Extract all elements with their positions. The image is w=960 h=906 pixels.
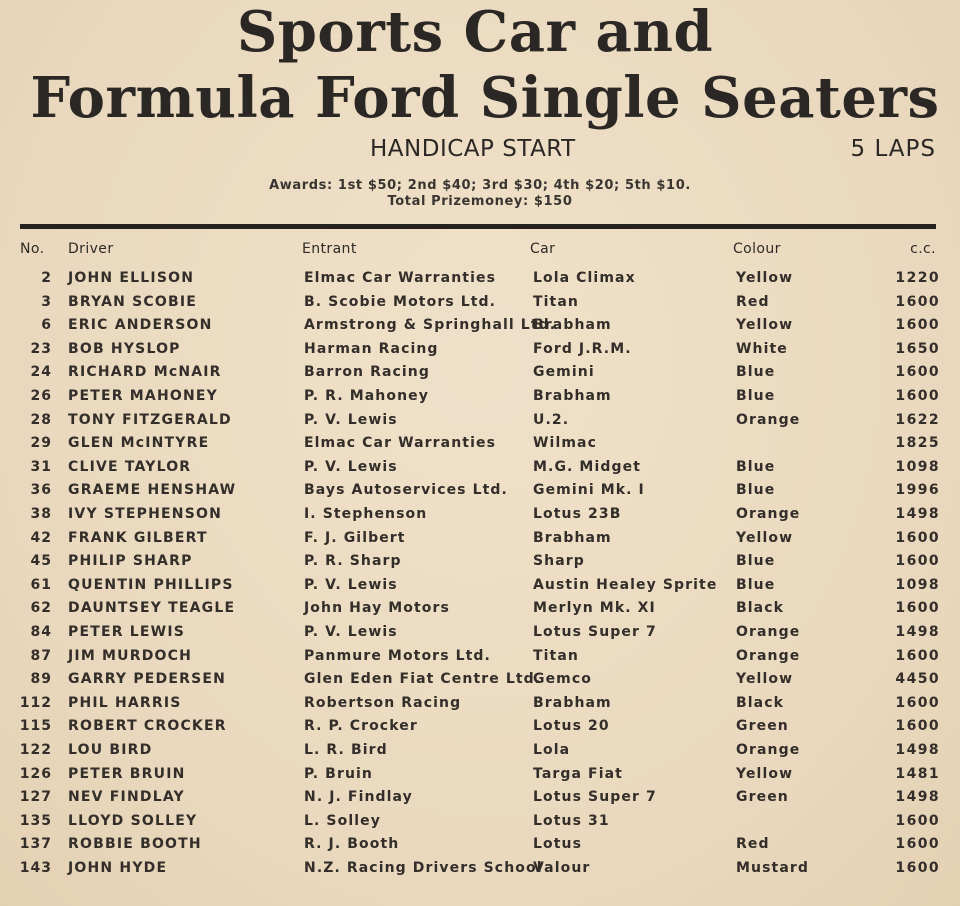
cell-no: 143 xyxy=(19,860,52,876)
table-row xyxy=(0,600,960,623)
cell-driver: GARRY PEDERSEN xyxy=(68,671,227,688)
cell-colour: Orange xyxy=(736,647,801,664)
cell-colour: Red xyxy=(736,836,770,853)
cell-entrant: N. J. Findlay xyxy=(304,789,413,806)
cell-car: Titan xyxy=(533,293,579,310)
cell-driver: PETER BRUIN xyxy=(68,765,186,782)
cell-entrant: P. V. Lewis xyxy=(304,624,398,640)
column-header-entrant: Entrant xyxy=(302,241,357,257)
cell-no: 122 xyxy=(19,742,52,758)
cell-cc: 1600 xyxy=(895,388,940,404)
cell-entrant: P. V. Lewis xyxy=(304,411,398,428)
cell-entrant: Robertson Racing xyxy=(304,694,462,711)
cell-no: 36 xyxy=(30,482,52,499)
cell-car: Valour xyxy=(533,860,591,876)
cell-entrant: P. R. Mahoney xyxy=(304,388,429,404)
table-row xyxy=(0,435,960,458)
cell-cc: 1600 xyxy=(895,529,940,546)
cell-driver: ERIC ANDERSON xyxy=(68,317,213,334)
cell-entrant: Barron Racing xyxy=(304,364,430,381)
cell-car: Ford J.R.M. xyxy=(533,340,632,357)
total-prizemoney: Total Prizemoney: $150 xyxy=(387,194,573,209)
cell-car: Gemco xyxy=(533,671,592,688)
cell-no: 126 xyxy=(19,765,52,782)
column-header-no: No. xyxy=(20,241,45,257)
cell-driver: QUENTIN PHILLIPS xyxy=(68,576,234,593)
cell-colour: Blue xyxy=(736,458,776,475)
cell-entrant: Glen Eden Fiat Centre Ltd. xyxy=(304,671,542,688)
table-row xyxy=(0,270,960,293)
cell-car: Merlyn Mk. XI xyxy=(533,600,656,617)
cell-no: 31 xyxy=(30,458,52,475)
cell-no: 23 xyxy=(30,340,52,357)
cell-cc: 1498 xyxy=(895,789,940,806)
cell-cc: 1600 xyxy=(895,860,940,876)
cell-driver: PETER MAHONEY xyxy=(68,388,218,404)
cell-car: Lotus Super 7 xyxy=(533,624,657,640)
cell-car: Lotus xyxy=(533,836,583,853)
cell-entrant: Elmac Car Warranties xyxy=(304,270,497,286)
cell-no: 42 xyxy=(30,529,52,546)
cell-driver: GLEN McINTYRE xyxy=(68,435,210,452)
cell-car: Wilmac xyxy=(533,435,597,452)
cell-driver: JOHN HYDE xyxy=(68,860,168,876)
cell-no: 87 xyxy=(30,647,52,664)
cell-entrant: R. P. Crocker xyxy=(304,718,418,735)
cell-driver: ROBBIE BOOTH xyxy=(68,836,202,853)
cell-no: 6 xyxy=(41,317,52,334)
cell-colour: Blue xyxy=(736,576,776,593)
page-title-line-2: Formula Ford Single Seaters xyxy=(30,65,940,131)
cell-entrant: P. V. Lewis xyxy=(304,458,398,475)
cell-car: Brabham xyxy=(533,529,612,546)
cell-cc: 1825 xyxy=(895,435,940,452)
cell-driver: RICHARD McNAIR xyxy=(68,364,222,381)
cell-cc: 1996 xyxy=(895,482,940,499)
cell-car: Lola Climax xyxy=(533,270,636,286)
cell-cc: 1600 xyxy=(895,718,940,735)
cell-cc: 1600 xyxy=(895,317,940,334)
table-row xyxy=(0,577,960,600)
cell-car: Titan xyxy=(533,647,579,664)
column-header-cc: c.c. xyxy=(910,241,936,257)
table-row xyxy=(0,482,960,505)
cell-colour: Orange xyxy=(736,624,801,640)
cell-no: 112 xyxy=(19,694,52,711)
table-row xyxy=(0,388,960,411)
cell-cc: 1600 xyxy=(895,647,940,664)
table-row xyxy=(0,789,960,812)
cell-entrant: L. R. Bird xyxy=(304,742,388,758)
cell-colour: Yellow xyxy=(736,529,794,546)
cell-no: 3 xyxy=(41,293,52,310)
cell-cc: 1600 xyxy=(895,812,940,829)
cell-colour: Orange xyxy=(736,742,801,758)
cell-colour: Black xyxy=(736,600,785,617)
cell-car: Sharp xyxy=(533,553,585,570)
cell-entrant: Panmure Motors Ltd. xyxy=(304,647,491,664)
cell-cc: 1600 xyxy=(895,694,940,711)
cell-no: 115 xyxy=(19,718,52,735)
cell-cc: 1622 xyxy=(895,411,940,428)
cell-entrant: John Hay Motors xyxy=(304,600,450,617)
column-header-driver: Driver xyxy=(68,241,114,257)
cell-colour: Blue xyxy=(736,388,776,404)
cell-colour: Black xyxy=(736,694,785,711)
column-header-colour: Colour xyxy=(733,241,781,257)
cell-driver: LOU BIRD xyxy=(68,742,153,758)
cell-entrant: Bays Autoservices Ltd. xyxy=(304,482,508,499)
table-row xyxy=(0,836,960,859)
cell-driver: CLIVE TAYLOR xyxy=(68,458,192,475)
cell-entrant: Armstrong & Springhall Ltd. xyxy=(304,317,557,334)
cell-car: Gemini xyxy=(533,364,595,381)
cell-colour: Blue xyxy=(736,482,776,499)
cell-entrant: P. R. Sharp xyxy=(304,553,402,570)
cell-no: 89 xyxy=(30,671,52,688)
cell-no: 26 xyxy=(30,388,52,404)
cell-car: M.G. Midget xyxy=(533,458,641,475)
cell-car: Lotus 31 xyxy=(533,812,610,829)
cell-driver: PHILIP SHARP xyxy=(68,553,193,570)
cell-driver: PHIL HARRIS xyxy=(68,694,182,711)
cell-no: 2 xyxy=(41,270,52,286)
cell-no: 137 xyxy=(19,836,52,853)
cell-no: 62 xyxy=(30,600,52,617)
table-row xyxy=(0,530,960,553)
cell-car: Brabham xyxy=(533,388,612,404)
cell-car: Brabham xyxy=(533,694,612,711)
cell-driver: JIM MURDOCH xyxy=(68,647,193,664)
cell-entrant: B. Scobie Motors Ltd. xyxy=(304,293,497,310)
table-row xyxy=(0,742,960,765)
table-row xyxy=(0,766,960,789)
start-type: HANDICAP START xyxy=(370,136,576,162)
cell-car: Lotus 23B xyxy=(533,506,622,522)
cell-cc: 1498 xyxy=(895,742,940,758)
cell-no: 38 xyxy=(30,506,52,522)
cell-driver: GRAEME HENSHAW xyxy=(68,482,237,499)
cell-entrant: R. J. Booth xyxy=(304,836,400,853)
cell-car: Targa Fiat xyxy=(533,765,623,782)
table-row xyxy=(0,553,960,576)
awards-block xyxy=(0,178,960,210)
table-row xyxy=(0,671,960,694)
cell-entrant: F. J. Gilbert xyxy=(304,529,406,546)
table-row xyxy=(0,412,960,435)
cell-driver: PETER LEWIS xyxy=(68,624,186,640)
lap-count: 5 LAPS xyxy=(850,136,936,162)
cell-colour: Yellow xyxy=(736,317,794,334)
cell-no: 45 xyxy=(30,553,52,570)
cell-cc: 4450 xyxy=(895,671,940,688)
table-row xyxy=(0,624,960,647)
cell-entrant: N.Z. Racing Drivers School xyxy=(304,860,543,876)
cell-colour: Yellow xyxy=(736,765,794,782)
cell-cc: 1600 xyxy=(895,836,940,853)
cell-entrant: L. Solley xyxy=(304,812,381,829)
cell-cc: 1220 xyxy=(895,270,940,286)
cell-driver: LLOYD SOLLEY xyxy=(68,812,198,829)
cell-entrant: P. V. Lewis xyxy=(304,576,398,593)
awards-line: Awards: 1st $50; 2nd $40; 3rd $30; 4th $20; 5th $10. xyxy=(269,178,691,193)
table-row xyxy=(0,364,960,387)
cell-car: Lotus 20 xyxy=(533,718,610,735)
cell-colour: White xyxy=(736,340,788,357)
table-row xyxy=(0,695,960,718)
cell-cc: 1600 xyxy=(895,364,940,381)
cell-cc: 1098 xyxy=(895,576,940,593)
table-row xyxy=(0,718,960,741)
cell-driver: FRANK GILBERT xyxy=(68,529,208,546)
cell-no: 28 xyxy=(30,411,52,428)
cell-driver: NEV FINDLAY xyxy=(68,789,185,806)
cell-no: 24 xyxy=(30,364,52,381)
cell-entrant: Elmac Car Warranties xyxy=(304,435,497,452)
cell-driver: ROBERT CROCKER xyxy=(68,718,227,735)
cell-driver: BOB HYSLOP xyxy=(68,340,181,357)
cell-driver: DAUNTSEY TEAGLE xyxy=(68,600,236,617)
cell-driver: JOHN ELLISON xyxy=(68,270,195,286)
cell-colour: Yellow xyxy=(736,270,794,286)
table-row xyxy=(0,341,960,364)
cell-colour: Mustard xyxy=(736,860,809,876)
cell-cc: 1600 xyxy=(895,600,940,617)
table-row xyxy=(0,648,960,671)
cell-car: Lotus Super 7 xyxy=(533,789,657,806)
page-title-line-1: Sports Car and xyxy=(236,0,714,65)
cell-colour: Blue xyxy=(736,553,776,570)
table-row xyxy=(0,506,960,529)
cell-car: Austin Healey Sprite xyxy=(533,576,718,593)
cell-no: 29 xyxy=(30,435,52,452)
cell-car: Brabham xyxy=(533,317,612,334)
cell-car: Gemini Mk. I xyxy=(533,482,645,499)
cell-colour: Yellow xyxy=(736,671,794,688)
cell-cc: 1650 xyxy=(895,340,940,357)
cell-driver: IVY STEPHENSON xyxy=(68,506,223,522)
cell-entrant: I. Stephenson xyxy=(304,506,428,522)
cell-colour: Orange xyxy=(736,411,801,428)
cell-cc: 1600 xyxy=(895,553,940,570)
cell-colour: Red xyxy=(736,293,770,310)
cell-colour: Blue xyxy=(736,364,776,381)
cell-driver: TONY FITZGERALD xyxy=(68,411,232,428)
table-row xyxy=(0,294,960,317)
cell-cc: 1098 xyxy=(895,458,940,475)
cell-cc: 1498 xyxy=(895,624,940,640)
cell-entrant: P. Bruin xyxy=(304,765,373,782)
cell-cc: 1600 xyxy=(895,293,940,310)
cell-no: 61 xyxy=(30,576,52,593)
column-header-car: Car xyxy=(530,241,556,257)
cell-cc: 1498 xyxy=(895,506,940,522)
table-row xyxy=(0,813,960,836)
cell-colour: Orange xyxy=(736,506,801,522)
table-row xyxy=(0,317,960,340)
cell-no: 84 xyxy=(30,624,52,640)
cell-colour: Green xyxy=(736,789,789,806)
cell-car: Lola xyxy=(533,742,571,758)
divider-rule xyxy=(20,224,936,229)
cell-car: U.2. xyxy=(533,411,570,428)
table-row xyxy=(0,459,960,482)
cell-no: 127 xyxy=(19,789,52,806)
cell-entrant: Harman Racing xyxy=(304,340,439,357)
cell-driver: BRYAN SCOBIE xyxy=(68,293,198,310)
table-row xyxy=(0,860,960,883)
cell-cc: 1481 xyxy=(895,765,940,782)
cell-no: 135 xyxy=(19,812,52,829)
cell-colour: Green xyxy=(736,718,789,735)
